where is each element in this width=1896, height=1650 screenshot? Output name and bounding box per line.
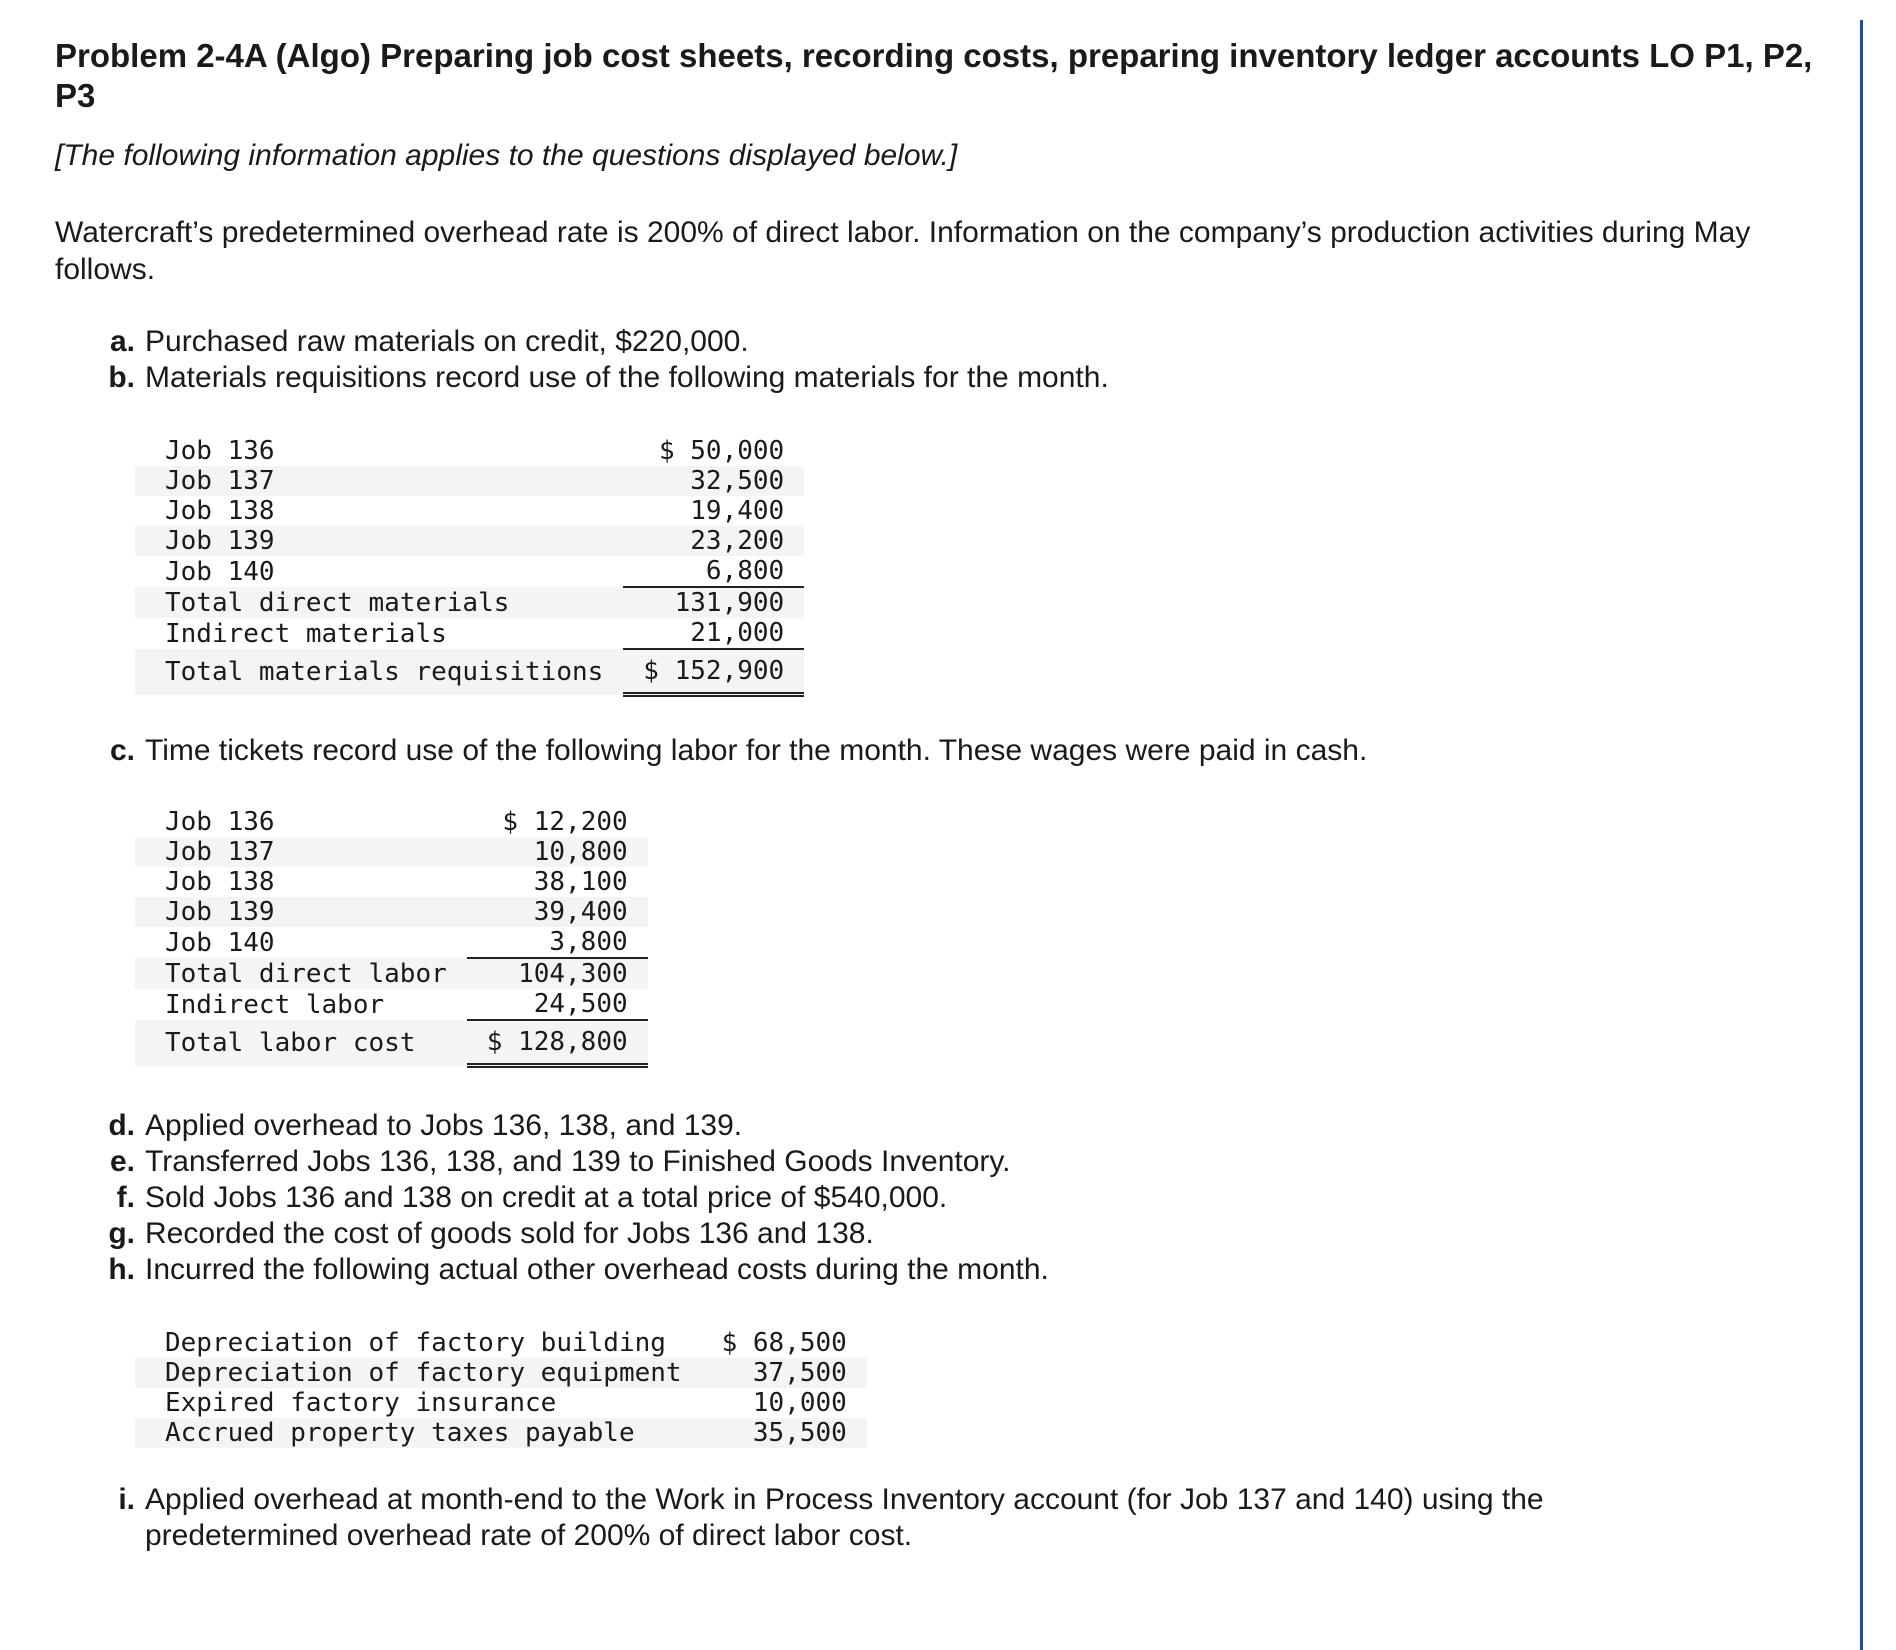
item-label: g. (108, 1217, 135, 1250)
row-value: 10,800 (467, 837, 648, 867)
row-label: Job 136 (165, 807, 275, 837)
row-value: 35,500 (702, 1418, 867, 1448)
item-label: b. (108, 361, 135, 394)
item-text: Time tickets record use of the following labor for the month. These wages were paid in cash. (145, 734, 1368, 767)
row-label: Total labor cost (135, 1020, 467, 1066)
row-label: Job 137 (135, 466, 623, 496)
table-row (135, 526, 804, 556)
item-label: h. (108, 1253, 135, 1286)
table-row (135, 1388, 867, 1418)
table-row (135, 618, 804, 649)
row-value: 37,500 (702, 1358, 867, 1388)
item-list-ab (91, 324, 1845, 396)
row-value: 21,000 (623, 618, 804, 649)
item-text: Applied overhead to Jobs 136, 138, and 139. (145, 1109, 743, 1142)
row-label: Total direct labor (135, 958, 467, 989)
table-row (135, 556, 804, 587)
list-item (91, 1180, 1845, 1216)
table-row (135, 587, 804, 618)
row-label: Depreciation of factory building (165, 1328, 666, 1358)
item-label: e. (109, 1145, 135, 1178)
item-text: Applied overhead at month-end to the Work in Process Inventory account (for Job 137 and 140) using the predetermined overhead rate of 200% of direct labor cost. (145, 1483, 1544, 1552)
item-list-c (91, 733, 1845, 769)
row-value: $ 128,800 (467, 1020, 648, 1066)
row-label: Job 136 (165, 436, 275, 466)
row-value: 24,500 (467, 989, 648, 1020)
row-label: Accrued property taxes payable (135, 1418, 702, 1448)
table-row (135, 496, 804, 526)
row-label: Job 140 (165, 556, 275, 587)
item-label: d. (108, 1109, 135, 1142)
item-text: Incurred the following actual other overhead costs during the month. (145, 1253, 1049, 1286)
row-label: Depreciation of factory equipment (135, 1358, 702, 1388)
table-row (135, 897, 648, 927)
table-row (135, 1418, 867, 1448)
table-row (135, 466, 804, 496)
overhead-table (135, 1328, 867, 1448)
row-value: 19,400 (690, 496, 785, 526)
item-text: Purchased raw materials on credit, $220,000. (145, 325, 749, 358)
item-label: f. (116, 1181, 135, 1214)
row-label: Total direct materials (135, 587, 623, 618)
row-value: 131,900 (623, 587, 804, 618)
row-value: $ 68,500 (721, 1328, 847, 1358)
table-row (135, 1358, 867, 1388)
table-row (135, 649, 804, 695)
row-label: Total materials requisitions (135, 649, 623, 695)
materials-table (135, 436, 804, 697)
list-item (91, 360, 1845, 396)
labor-table (135, 807, 648, 1068)
item-text: Transferred Jobs 136, 138, and 139 to Finished Goods Inventory. (145, 1145, 1011, 1178)
item-list-dh (91, 1108, 1845, 1288)
table-row (135, 1328, 867, 1358)
intro-note: [The following information applies to the questions displayed below.] (55, 139, 958, 172)
table-row (135, 989, 648, 1020)
problem-title: Problem 2-4A (Algo) Preparing job cost sheets, recording costs, preparing inventory ledger accounts LO P1, P2, P3 (55, 37, 1813, 114)
item-label: a. (109, 325, 135, 358)
row-value: $ 152,900 (623, 649, 804, 695)
table-row (135, 436, 804, 466)
list-item (91, 733, 1845, 769)
table-row (135, 807, 648, 837)
row-value: 32,500 (623, 466, 804, 496)
row-value: $ 12,200 (502, 807, 628, 837)
row-label: Job 140 (165, 927, 275, 958)
row-value: 39,400 (467, 897, 648, 927)
item-text: Recorded the cost of goods sold for Jobs 136 and 138. (145, 1217, 874, 1250)
row-label: Expired factory insurance (165, 1388, 557, 1418)
item-label: i. (118, 1483, 135, 1516)
list-item (91, 1144, 1845, 1180)
row-value: $ 50,000 (658, 436, 785, 466)
row-label: Job 139 (135, 897, 467, 927)
table-row (135, 837, 648, 867)
row-value: 6,800 (623, 556, 804, 587)
table-row (135, 1020, 648, 1066)
row-value: 23,200 (623, 526, 804, 556)
problem-content (55, 36, 1845, 1554)
row-value: 38,100 (533, 867, 628, 897)
table-row (135, 867, 648, 897)
list-item (91, 1216, 1845, 1252)
row-label: Indirect materials (165, 618, 447, 649)
item-text: Materials requisitions record use of the following materials for the month. (145, 361, 1109, 394)
row-label: Job 138 (165, 496, 275, 526)
row-label: Job 137 (135, 837, 467, 867)
problem-paragraph: Watercraft’s predetermined overhead rate is 200% of direct labor. Information on the company’s production activities during May follows. (55, 216, 1751, 286)
row-value: 10,000 (752, 1388, 847, 1418)
list-item (91, 1108, 1845, 1144)
list-item (91, 324, 1845, 360)
table-row (135, 927, 648, 958)
row-value: 104,300 (467, 958, 648, 989)
list-item (91, 1482, 1845, 1554)
row-label: Job 138 (165, 867, 275, 897)
row-label: Job 139 (135, 526, 623, 556)
right-border-line (1860, 20, 1863, 1650)
item-text: Sold Jobs 136 and 138 on credit at a total price of $540,000. (145, 1181, 948, 1214)
list-item (91, 1252, 1845, 1288)
item-label: c. (109, 734, 135, 767)
row-value: 3,800 (467, 927, 648, 958)
row-label: Indirect labor (165, 989, 385, 1020)
item-list-i (91, 1482, 1845, 1554)
table-row (135, 958, 648, 989)
